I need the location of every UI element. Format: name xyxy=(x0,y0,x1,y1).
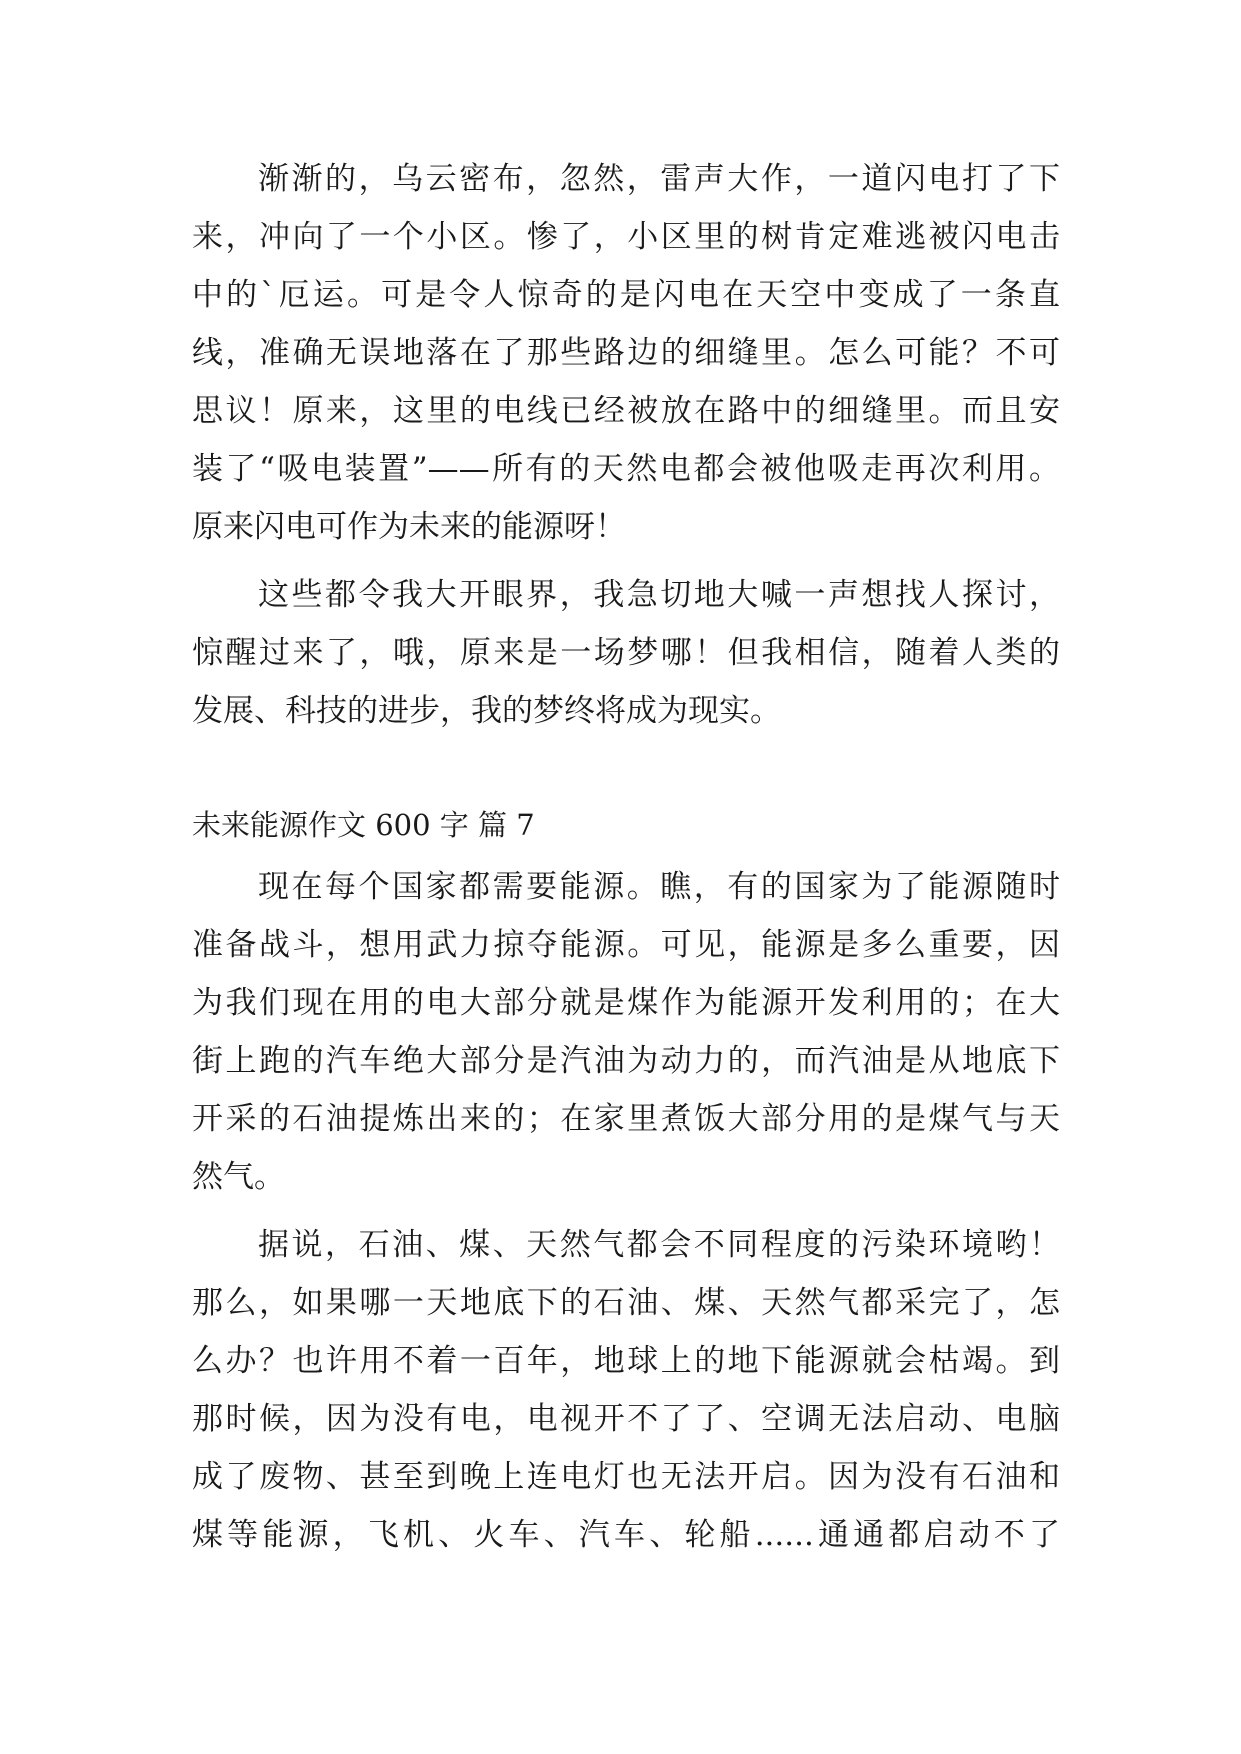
paragraph-line: 街上跑的汽车绝大部分是汽油为动力的，而汽油是从地底下 xyxy=(192,1043,1060,1079)
paragraph-line: 成了废物、甚至到晚上连电灯也无法开启。因为没有石油和 xyxy=(192,1459,1060,1495)
paragraph-line: 这些都令我大开眼界，我急切地大喊一声想找人探讨， xyxy=(258,577,1060,613)
paragraph-line: 原来闪电可作为未来的能源呀！ xyxy=(192,509,626,545)
paragraph-line: 惊醒过来了，哦，原来是一场梦哪！但我相信，随着人类的 xyxy=(192,635,1060,671)
paragraph-line: 渐渐的，乌云密布，忽然，雷声大作，一道闪电打了下 xyxy=(258,161,1060,197)
paragraph-line: 那么，如果哪一天地底下的石油、煤、天然气都采完了，怎 xyxy=(192,1285,1060,1321)
paragraph-line: 那时候，因为没有电，电视开不了了、空调无法启动、电脑 xyxy=(192,1401,1060,1437)
paragraph-line: 据说，石油、煤、天然气都会不同程度的污染环境哟！ xyxy=(258,1227,1060,1263)
paragraph-line: 煤等能源，飞机、火车、汽车、轮船......通通都启动不了 xyxy=(192,1517,1060,1553)
section-heading: 未来能源作文 600 字 篇 7 xyxy=(192,808,535,842)
paragraph-line: 为我们现在用的电大部分就是煤作为能源开发利用的；在大 xyxy=(192,985,1060,1021)
paragraph-line: 思议！原来，这里的电线已经被放在路中的细缝里。而且安 xyxy=(192,393,1060,429)
paragraph-line: 开采的石油提炼出来的；在家里煮饭大部分用的是煤气与天 xyxy=(192,1101,1060,1137)
paragraph-line: 准备战斗，想用武力掠夺能源。可见，能源是多么重要，因 xyxy=(192,927,1060,963)
paragraph-line: 线，准确无误地落在了那些路边的细缝里。怎么可能？不可 xyxy=(192,335,1060,371)
paragraph-line: 现在每个国家都需要能源。瞧，有的国家为了能源随时 xyxy=(258,869,1060,905)
paragraph-line: 装了“吸电装置”——所有的天然电都会被他吸走再次利用。 xyxy=(192,451,1060,487)
paragraph-line: 然气。 xyxy=(192,1159,285,1195)
paragraph-line: 么办？也许用不着一百年，地球上的地下能源就会枯竭。到 xyxy=(192,1343,1060,1379)
paragraph-line: 来，冲向了一个小区。惨了，小区里的树肯定难逃被闪电击 xyxy=(192,219,1060,255)
paragraph-line: 发展、科技的进步，我的梦终将成为现实。 xyxy=(192,693,781,729)
paragraph-line: 中的`厄运。可是令人惊奇的是闪电在天空中变成了一条直 xyxy=(192,277,1060,313)
